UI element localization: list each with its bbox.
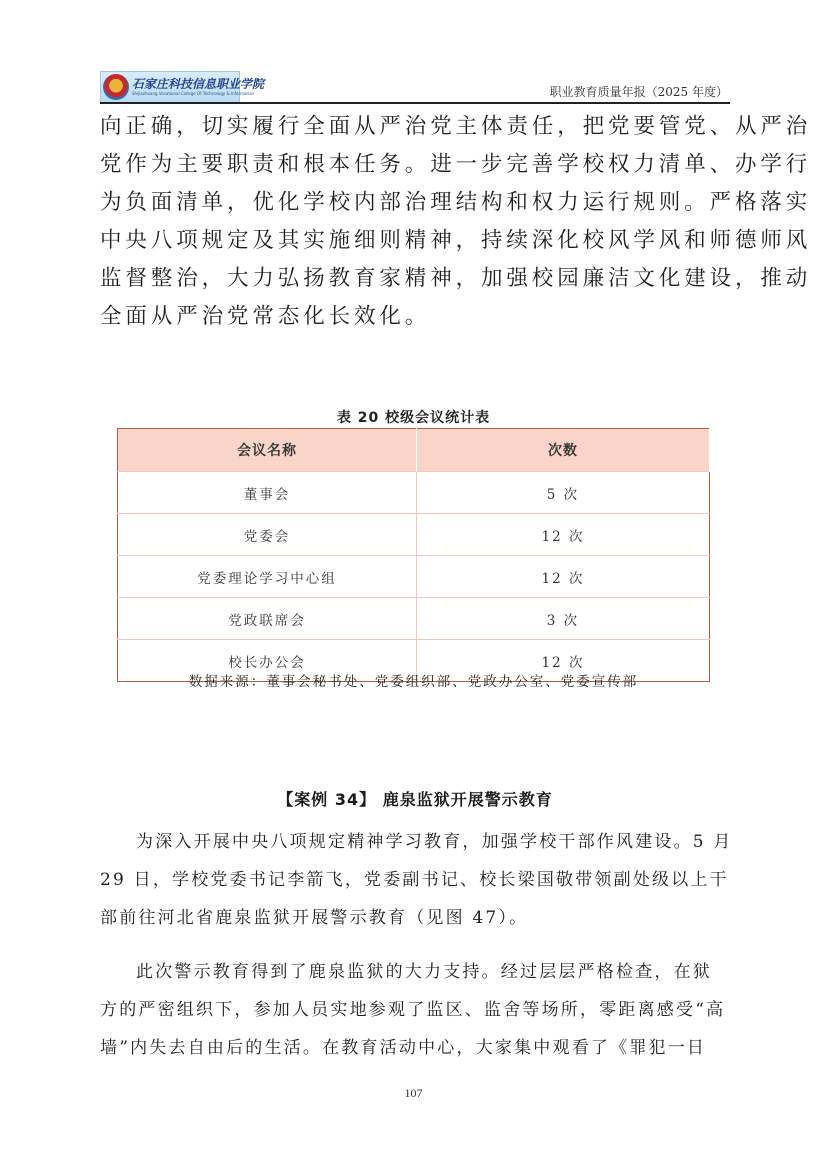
logo-chinese-name: 石家庄科技信息职业学院 <box>132 77 265 91</box>
page-number: 107 <box>404 1086 423 1100</box>
case-paragraph-2 <box>100 953 730 1067</box>
meeting-name-cell: 党委理论学习中心组 <box>118 556 417 598</box>
header-divider <box>100 102 730 104</box>
logo-english-name: Shijiazhuang Vocational College Of Technology & Information <box>132 91 255 96</box>
meeting-count-cell: 12 次 <box>417 640 710 682</box>
text-line: 监督整治，大力弘扬教育家精神，加强校园廉洁文化建设，推动 <box>100 266 812 291</box>
text-line: 为负面清单，优化学校内部治理结构和权力运行规则。严格落实 <box>100 190 812 215</box>
table-row <box>118 472 710 514</box>
text-line: 29 日，学校党委书记李箭飞，党委副书记、校长梁国敬带领副处级以上干 <box>100 870 729 890</box>
meeting-count-cell: 5 次 <box>417 472 710 514</box>
text-line: 为深入开展中央八项规定精神学习教育，加强学校干部作风建设。5 月 <box>136 832 733 852</box>
table-row <box>118 556 710 598</box>
college-logo <box>100 71 265 103</box>
meeting-name-cell: 党委会 <box>118 514 417 556</box>
emblem-icon <box>103 74 129 100</box>
meeting-name-cell: 校长办公会 <box>118 640 417 682</box>
text-line: 党作为主要职责和根本任务。进一步完善学校权力清单、办学行 <box>100 152 812 177</box>
table-caption: 表 20 校级会议统计表 <box>336 410 491 426</box>
column-header-count: 次数 <box>417 429 710 472</box>
case-paragraph-1 <box>100 823 733 937</box>
text-line: 方的严密组织下，参加人员实地参观了监区、监舍等场所，零距离感受“高 <box>100 1000 726 1020</box>
meeting-count-cell: 12 次 <box>417 556 710 598</box>
case-title: 【案例 34】 鹿泉监狱开展警示教育 <box>277 790 553 809</box>
meeting-name-cell: 董事会 <box>118 472 417 514</box>
text-line: 中央八项规定及其实施细则精神，持续深化校风学风和师德师风 <box>100 228 812 253</box>
text-line: 向正确，切实履行全面从严治党主体责任，把党要管党、从严治 <box>100 114 812 139</box>
meeting-count-cell: 3 次 <box>417 598 710 640</box>
text-line: 此次警示教育得到了鹿泉监狱的大力支持。经过层层严格检查，在狱 <box>136 962 712 982</box>
text-line: 全面从严治党常态化长效化。 <box>100 304 431 329</box>
column-header-meeting-name: 会议名称 <box>118 429 417 472</box>
page-header <box>100 71 730 103</box>
report-title: 职业教育质量年报（2025 年度） <box>549 85 728 99</box>
table-data-source: 数据来源：董事会秘书处、党委组织部、党政办公室、党委宣传部 <box>188 674 639 690</box>
meeting-count-cell: 12 次 <box>417 514 710 556</box>
meeting-name-cell: 党政联席会 <box>118 598 417 640</box>
intro-paragraph <box>100 108 812 336</box>
text-line: 墙”内失去自由后的生活。在教育活动中心，大家集中观看了《罪犯一日 <box>100 1038 707 1058</box>
text-line: 部前往河北省鹿泉监狱开展警示教育（见图 47）。 <box>100 908 529 928</box>
table-row <box>118 514 710 556</box>
table-header-row <box>118 429 710 472</box>
table-row <box>118 598 710 640</box>
meeting-stats-table <box>117 428 710 682</box>
